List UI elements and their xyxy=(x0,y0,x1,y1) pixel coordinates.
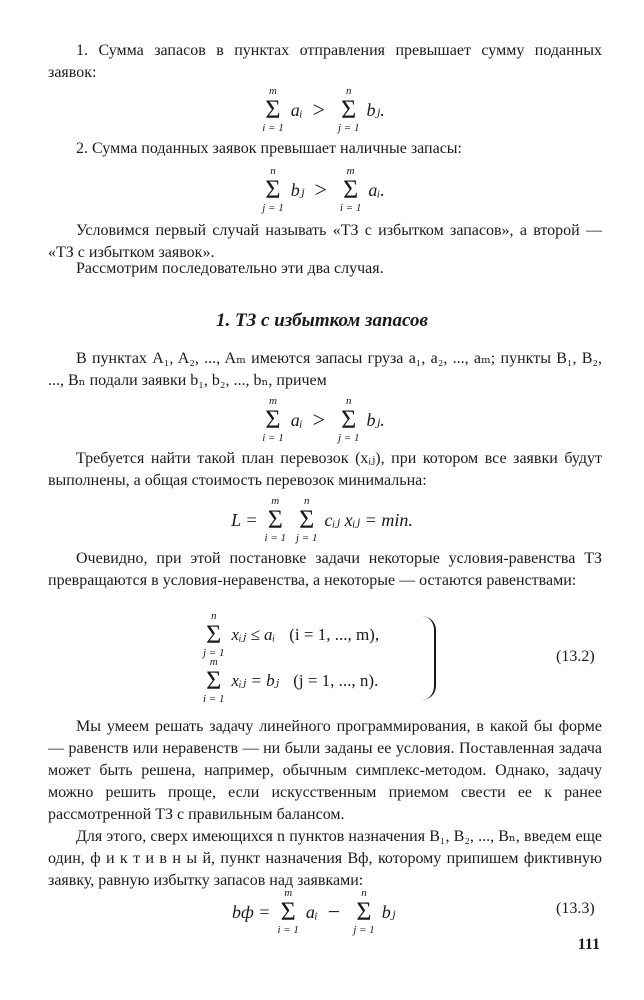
paragraph-consider-cases: Рассмотрим последовательно эти два случая. xyxy=(76,260,384,277)
sum-operator: n Σ j = 1 xyxy=(203,610,225,659)
formula-objective: L = m Σ i = 1 n Σ j = 1 cᵢⱼ xᵢⱼ = min. xyxy=(231,495,413,544)
sum-operator: m Σ i = 1 xyxy=(277,887,299,936)
sum-operator: m Σ i = 1 xyxy=(262,85,284,134)
section-title: 1. ТЗ с избытком запасов xyxy=(215,310,428,331)
formula-supply-exceeds-demand-2: m Σ i = 1 aᵢ > n Σ j = 1 bⱼ. xyxy=(262,395,385,444)
page-number: 111 xyxy=(577,936,600,953)
paragraph-constraints-intro: Очевидно, при этой постановке задачи некоторые условия-равенства ТЗ превращаются в условия-неравенства, а некоторые — остаются равенствами: xyxy=(48,550,602,589)
formula-demand-exceeds-supply: n Σ j = 1 bⱼ > m Σ i = 1 aᵢ. xyxy=(262,165,385,214)
right-brace xyxy=(420,616,436,700)
sum-operator: n Σ j = 1 xyxy=(338,85,360,134)
sum-operator: m Σ i = 1 xyxy=(264,495,286,544)
paragraph-definitions: Условимся первый случай называть «ТЗ с избытком запасов», а второй — «ТЗ с избытком заявок». xyxy=(48,222,602,261)
paragraph-lp-methods: Мы умеем решать задачу линейного программирования, в какой бы форме — равенств или неравенств — ни были заданы ее условия. Поставленная задача может быть решена, например, обычным симплекс-методом. Однако, задачу можно решить проще, если искусственным приемом свести ее к ранее рассмотренной ТЗ с правильным балансом. xyxy=(48,718,602,823)
equation-number-13-2: (13.2) xyxy=(556,648,595,665)
paragraph-problem-setup: В пунктах A₁, A₂, ..., Aₘ имеются запасы груза a₁, a₂, ..., aₘ; пункты B₁, B₂, ..., Bₙ подали заявки b₁, b₂, ..., bₙ, причем xyxy=(48,350,602,389)
paragraph-find-plan: Требуется найти такой план перевозок (xᵢⱼ), при котором все заявки будут выполнены, а общая стоимость перевозок минимальна: xyxy=(48,450,602,489)
sum-operator: n Σ j = 1 xyxy=(296,495,318,544)
sum-operator: n Σ j = 1 xyxy=(338,395,360,444)
sum-operator: n Σ j = 1 xyxy=(262,165,284,214)
paragraph-fictitious-point: Для этого, сверх имеющихся n пунктов назначения B₁, B₂, ..., Bₙ, введем еще один, ф и к т и в н ы й, пункт назначения Bф, которому припишем фиктивную заявку, равную избытку запасов над заявками: xyxy=(48,828,602,889)
constraint-system: n Σ j = 1 xᵢⱼ ≤ aᵢ (i = 1, ..., m), m Σ i = 1 xᵢⱼ = bⱼ (j = 1, ..., n). xyxy=(203,610,380,705)
sum-operator: m Σ i = 1 xyxy=(203,656,225,705)
paragraph-case-2: 2. Сумма поданных заявок превышает наличные запасы: xyxy=(76,140,462,157)
formula-fictitious-demand: bф = m Σ i = 1 aᵢ − n Σ j = 1 bⱼ xyxy=(232,887,396,936)
sum-operator: n Σ j = 1 xyxy=(353,887,375,936)
sum-operator: m Σ i = 1 xyxy=(262,395,284,444)
formula-supply-exceeds-demand: m Σ i = 1 aᵢ > n Σ j = 1 bⱼ. xyxy=(262,85,385,134)
paragraph-case-1: 1. Сумма запасов в пунктах отправления превышает сумму поданных заявок: xyxy=(48,42,602,81)
sum-operator: m Σ i = 1 xyxy=(339,165,362,214)
equation-number-13-3: (13.3) xyxy=(556,900,595,917)
